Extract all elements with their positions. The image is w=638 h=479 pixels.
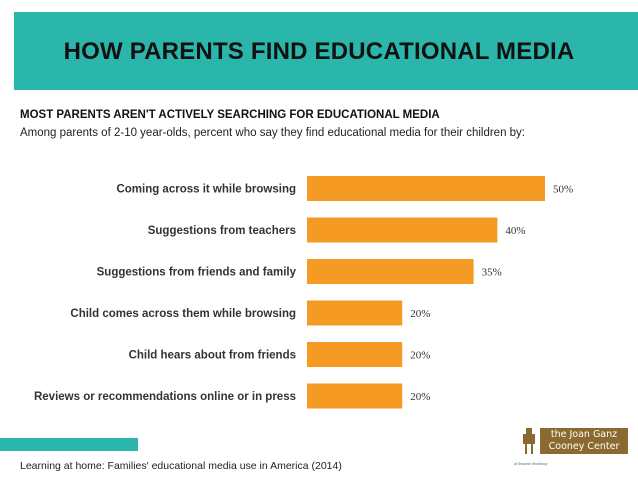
logo-figure-icon	[520, 424, 538, 456]
category-label: Coming across it while browsing	[116, 183, 296, 196]
value-label: 20%	[410, 349, 431, 362]
chart-subheading: MOST PARENTS AREN'T ACTIVELY SEARCHING FOR EDUCATIONAL MEDIA	[20, 109, 440, 121]
category-label: Suggestions from friends and family	[96, 266, 296, 279]
logo-name-block	[540, 428, 628, 454]
bar	[307, 176, 545, 201]
bar	[307, 259, 474, 284]
category-label: Child comes across them while browsing	[70, 308, 296, 320]
bar	[307, 218, 497, 243]
category-label: Reviews or recommendations online or in press	[33, 391, 296, 403]
bar	[307, 342, 402, 367]
cooney-center-logo	[514, 414, 630, 469]
category-label: Suggestions from teachers	[147, 225, 296, 237]
value-label: 40%	[505, 225, 526, 237]
footer-accent-bar	[0, 438, 138, 451]
bar-chart	[0, 160, 638, 420]
value-label: 50%	[553, 183, 574, 196]
logo-name-line1: the Joan Ganz	[550, 429, 618, 440]
value-label: 20%	[410, 391, 431, 403]
value-label: 35%	[481, 266, 502, 279]
source-citation: Learning at home: Families' educational media use in America (2014)	[20, 460, 342, 472]
bar	[307, 384, 402, 409]
value-label: 20%	[410, 308, 431, 320]
chart-description: Among parents of 2-10 year-olds, percent who say they find educational media for their children by:	[20, 127, 526, 139]
page-title: HOW PARENTS FIND EDUCATIONAL MEDIA	[63, 38, 575, 65]
title-banner	[14, 12, 638, 90]
logo-name-line2: Cooney Center	[548, 441, 620, 452]
category-label: Child hears about from friends	[128, 349, 296, 362]
logo-tagline: at Sesame Workshop	[514, 462, 548, 466]
bar	[307, 301, 402, 326]
